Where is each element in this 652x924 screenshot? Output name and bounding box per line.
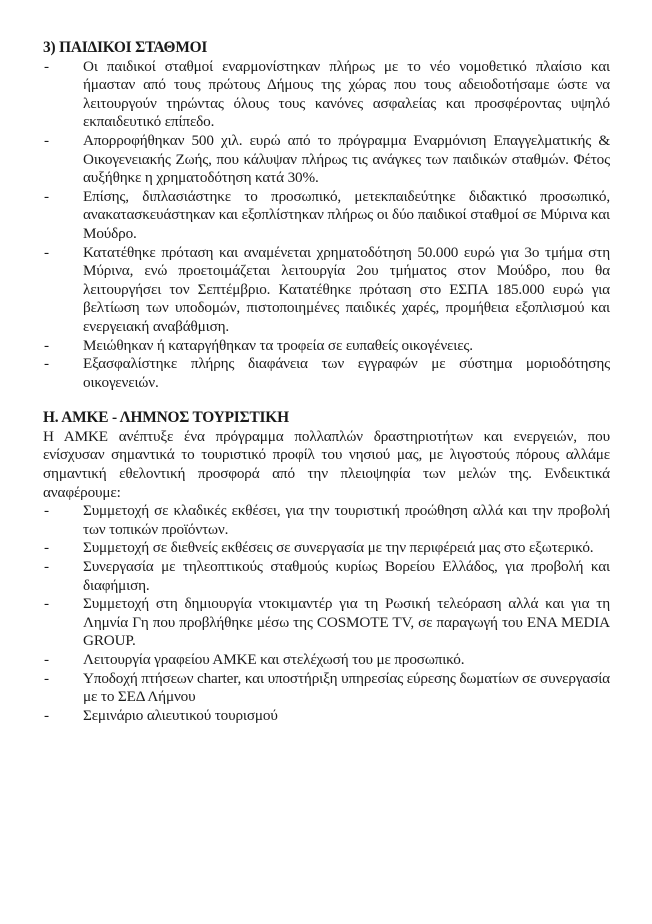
intro-paragraph: Η ΑΜΚΕ ανέπτυξε ένα πρόγραμμα πολλαπλών δραστηριοτήτων και ενεργειών, που ενίσχυσαν σημαντικά το τουριστικό προφίλ του νησιού μας, με λιγοστούς πόρους αλλάμε σημαντική εθελοντική προσφορά από την πλειοψηφία των μελών της. Ενδεικτικά αναφέρουμε: <box>43 427 610 501</box>
dash-bullet-icon: - <box>44 336 49 354</box>
list-item <box>43 651 610 670</box>
dash-bullet-icon: - <box>44 131 49 149</box>
dash-bullet-icon: - <box>44 595 49 613</box>
list-item <box>43 558 610 595</box>
list-item <box>43 670 610 707</box>
bullet-list <box>43 58 610 393</box>
dash-bullet-icon: - <box>44 706 49 724</box>
list-item <box>43 337 610 356</box>
list-item <box>43 707 610 726</box>
list-item <box>43 539 610 558</box>
dash-bullet-icon: - <box>44 669 49 687</box>
dash-bullet-icon: - <box>44 558 49 576</box>
list-item-text: Απορροφήθηκαν 500 χιλ. ευρώ από το πρόγραμμα Εναρμόνιση Επαγγελματικής & Οικογενειακής Ζωής, που κάλυψαν πλήρως τις ανάγκες των παιδικών σταθμών. Φέτος αυξήθηκε η χρηματοδότηση κατά 30%. <box>83 131 610 187</box>
list-item <box>43 58 610 132</box>
section-heading: Η. ΑΜΚΕ - ΛΗΜΝΟΣ ΤΟΥΡΙΣΤΙΚΗ <box>43 409 289 427</box>
list-item-text: Συμμετοχή στη δημιουργία ντοκιμαντέρ για τη Ρωσική τελεόραση αλλά και για τη Λημνία Γη που προβλήθηκε μέσω της COSMOTE TV, σε παραγωγή του ENA MEDIA GROUP. <box>83 595 610 650</box>
list-item-text: Κατατέθηκε πρόταση και αναμένεται χρηματοδότηση 50.000 ευρώ για 3ο τμήμα στη Μύρινα, ενώ προετοιμάζεται λειτουργία 2ου τμήματος στον Μούδρο, που θα λειτουργήσει τον Σεπτέμβριο. Κατατέθηκε πρόταση στο ΕΣΠΑ 185.000 ευρώ για βελτίωση των υποδομών, πιστοποιημένες παιδικές χαρές, προμήθεια εξοπλισμού και ενεργειακή αναβάθμιση. <box>83 243 610 335</box>
list-item-text: Επίσης, διπλασιάστηκε το προσωπικό, μετεκπαιδεύτηκε διδακτικό προσωπικό, ανακατασκευάστηκαν και εξοπλίστηκαν πλήρως οι δύο παιδικοί σταθμοί σε Μύρινα και Μούδρο. <box>83 187 610 242</box>
section-childcare <box>43 39 610 392</box>
dash-bullet-icon: - <box>44 502 49 520</box>
bullet-list <box>43 502 610 725</box>
document-page <box>43 39 610 725</box>
list-item <box>43 502 610 539</box>
dash-bullet-icon: - <box>44 651 49 668</box>
list-item-text: Σεμινάριο αλιευτικού τουρισμού <box>83 706 278 724</box>
list-item-text: Οι παιδικοί σταθμοί εναρμονίστηκαν πλήρως με το νέο νομοθετικό πλαίσιο και ήμασταν από τους πρώτους Δήμους της χώρας που τους αδειοδοτήσαμε ώστε να λειτουργούν τηρώντας όλους τους κανόνες ασφαλείας και προσφέροντας υψηλό εκπαιδευτικό επίπεδο. <box>83 57 610 131</box>
list-item <box>43 355 610 392</box>
dash-bullet-icon: - <box>44 57 49 75</box>
list-item-text: Συμμετοχή σε διεθνείς εκθέσεις σε συνεργασία με την περιφέρειά μας στο εξωτερικό. <box>83 539 594 557</box>
dash-bullet-icon: - <box>44 187 49 205</box>
list-item <box>43 188 610 244</box>
list-item <box>43 595 610 651</box>
dash-bullet-icon: - <box>44 355 49 373</box>
list-item-text: Λειτουργία γραφείου ΑΜΚΕ και στελέχωσή του με προσωπικό. <box>83 651 465 668</box>
dash-bullet-icon: - <box>44 539 49 557</box>
list-item-text: Συνεργασία με τηλεοπτικούς σταθμούς κυρίως Βορείου Ελλάδος, για προβολή και διαφήμιση. <box>83 558 610 594</box>
list-item <box>43 132 610 188</box>
list-item-text: Υποδοχή πτήσεων charter, και υποστήριξη υπηρεσίας εύρεσης δωματίων σε συνεργασία με το ΣΕΔ Λήμνου <box>83 669 610 706</box>
section-heading: 3) ΠΑΙΔΙΚΟΙ ΣΤΑΘΜΟΙ <box>43 39 208 56</box>
list-item-text: Μειώθηκαν ή καταργήθηκαν τα τροφεία σε ευπαθείς οικογένειες. <box>83 336 473 354</box>
list-item-text: Συμμετοχή σε κλαδικές εκθέσει, για την τουριστική προώθηση αλλά και την προβολή των τοπικών προϊόντων. <box>83 502 610 538</box>
section-tourism-amke <box>43 409 610 725</box>
list-item <box>43 244 610 337</box>
list-item-text: Εξασφαλίστηκε πλήρης διαφάνεια των εγγραφών με σύστημα μοριοδότησης οικογενειών. <box>83 355 610 391</box>
dash-bullet-icon: - <box>44 243 49 261</box>
